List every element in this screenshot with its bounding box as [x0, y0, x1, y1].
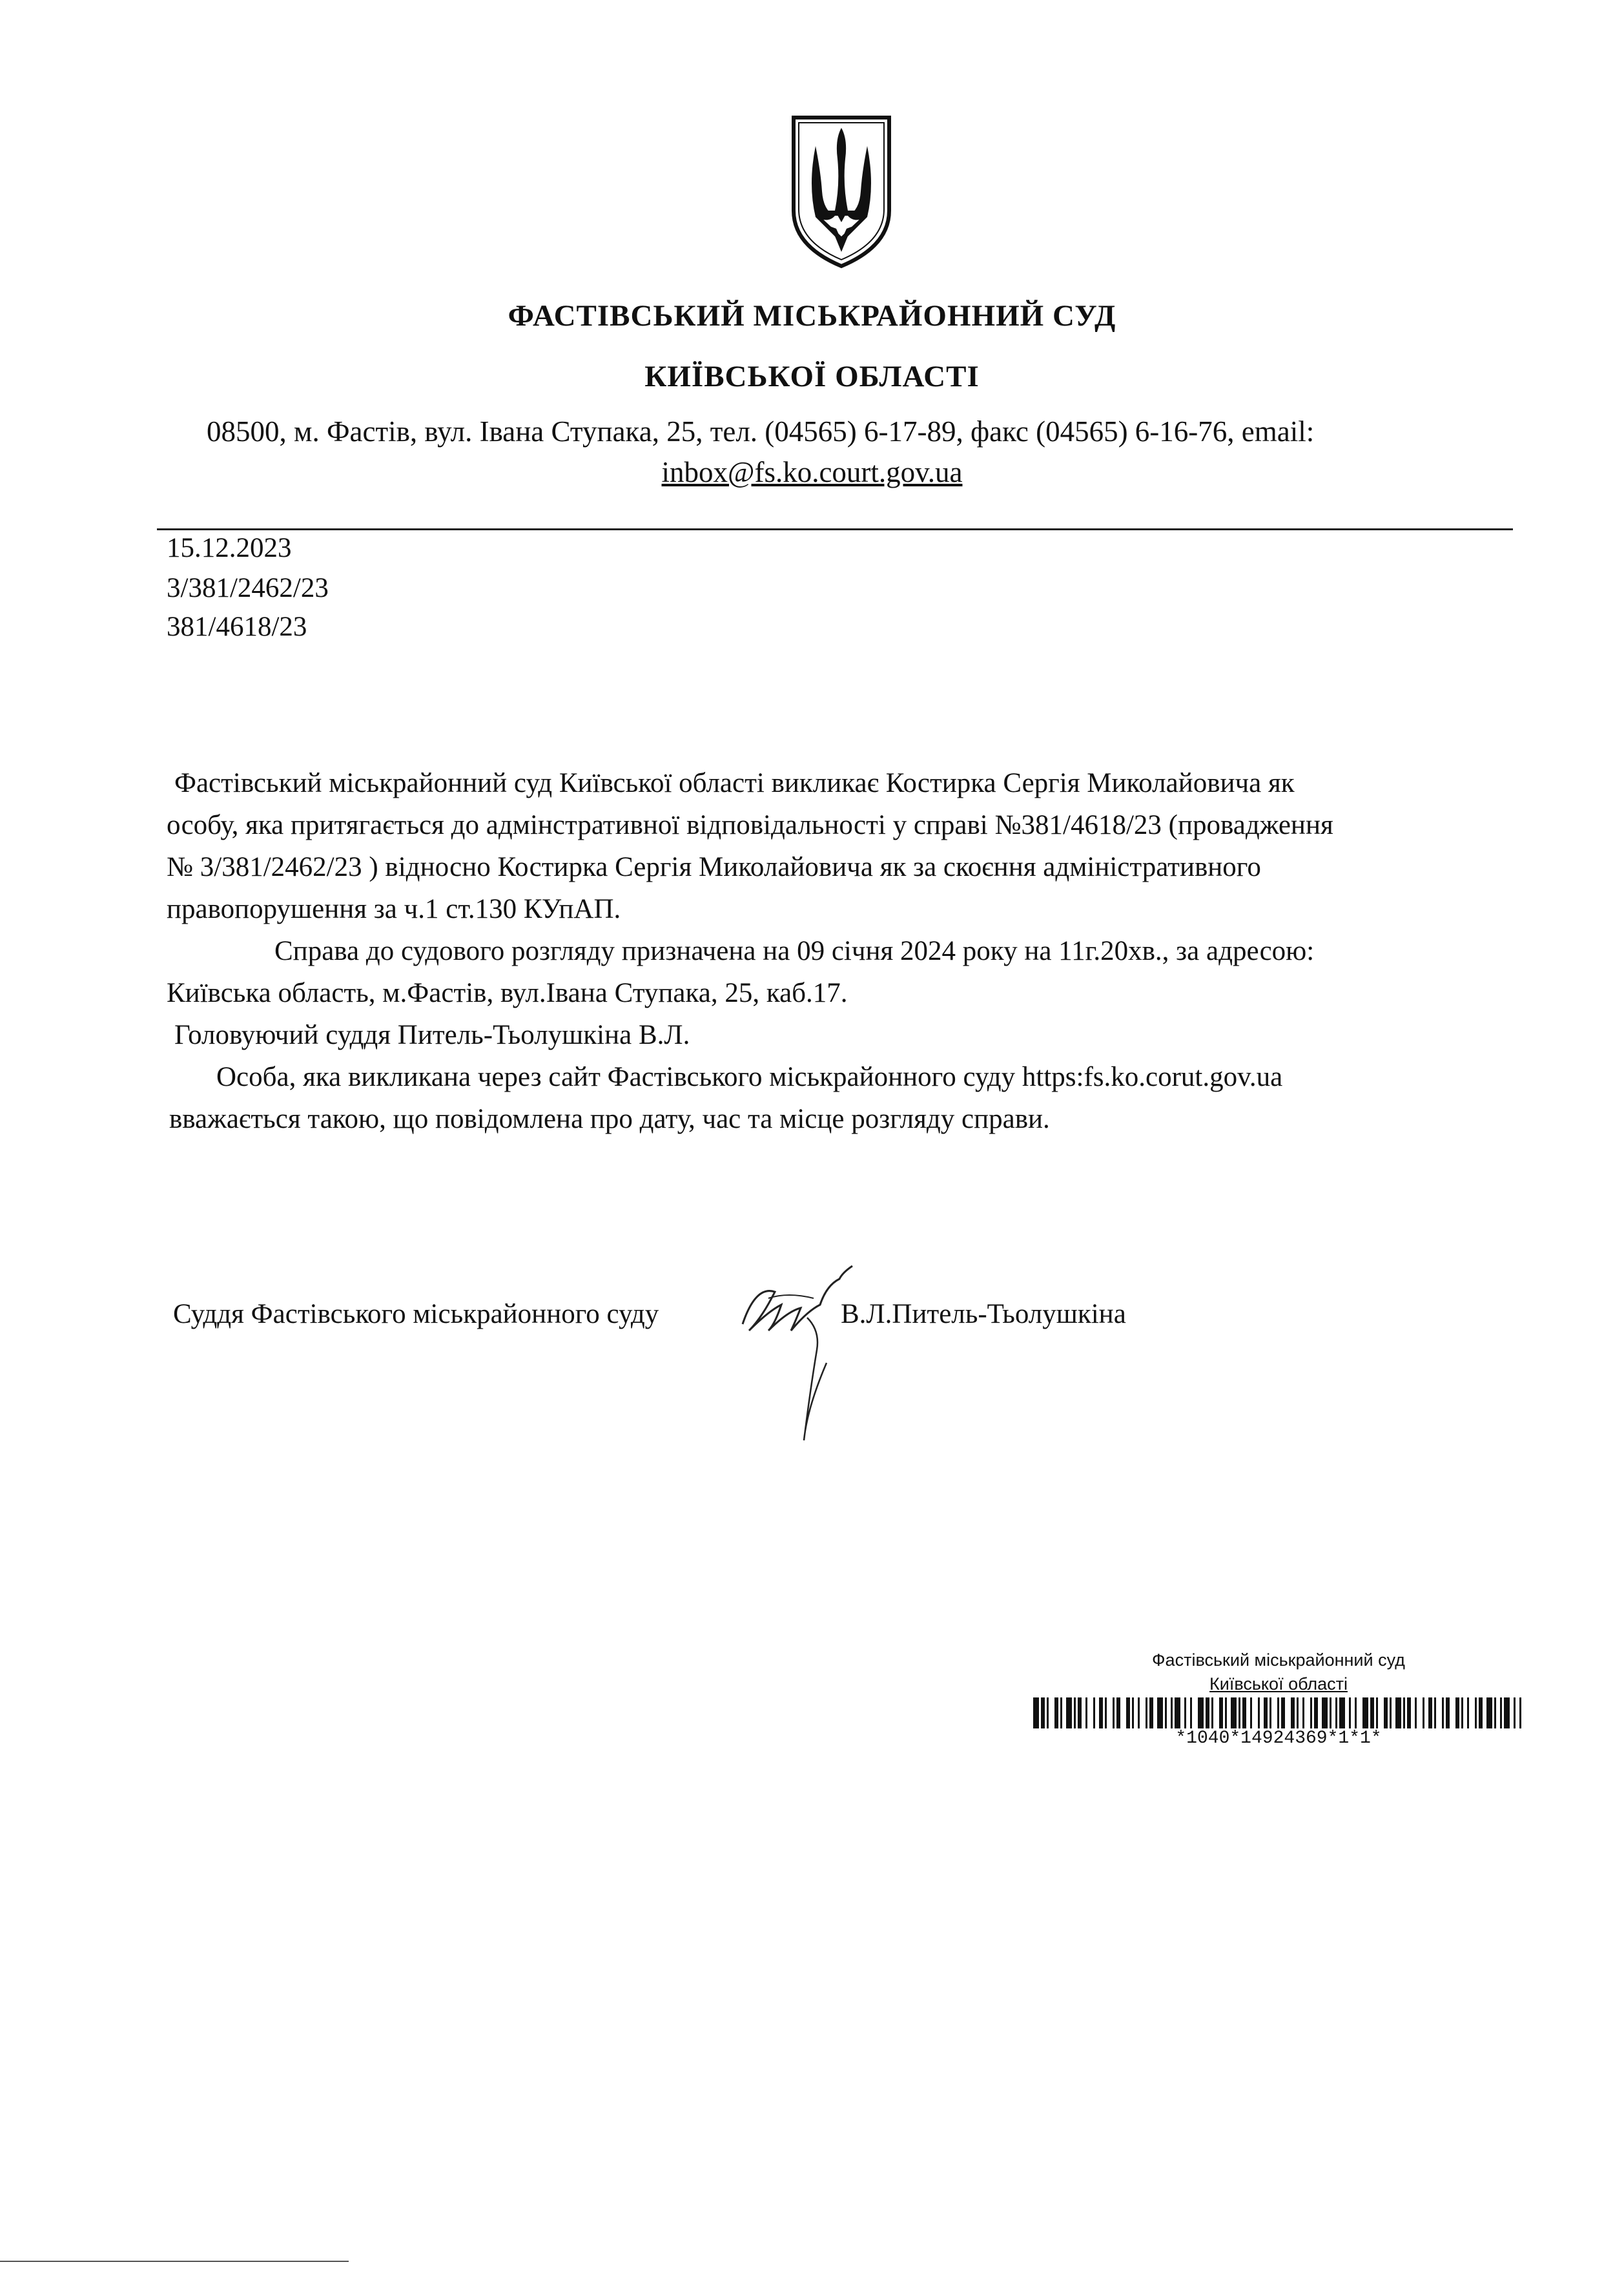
court-name-line2: КИЇВСЬКОЇ ОБЛАСТІ	[644, 360, 980, 393]
paragraph2-line2: Київська область, м.Фастів, вул.Івана Ступака, 25, каб.17.	[167, 978, 848, 1008]
proceeding-number: 3/381/2462/23	[167, 573, 329, 603]
paragraph1-line4: правопорушення за ч.1 ст.130 КУпАП.	[167, 894, 621, 924]
footer-scan-line	[0, 2261, 349, 2262]
coat-of-arms-icon	[789, 114, 894, 269]
court-address: 08500, м. Фастів, вул. Івана Ступака, 25, тел. (04565) 6-17-89, факс (04565) 6-16-76, email:	[207, 415, 1315, 448]
paragraph2-line1: Справа до судового розгляду призначена на 09 січня 2024 року на 11г.20хв., за адресою:	[274, 936, 1315, 966]
barcode-number: *1040*14924369*1*1*	[1175, 1728, 1382, 1748]
paragraph4-line2: вважається такою, що повідомлена про дату, час та місце розгляду справи.	[169, 1104, 1050, 1134]
paragraph1-line2: особу, яка притягається до адмінстративної відповідальності у справі №381/4618/23 (провадження	[167, 810, 1333, 840]
paragraph1-line1: Фастівський міськрайонний суд Київської області викликає Костирка Сергія Миколайовича як	[174, 768, 1295, 798]
presiding-judge: Головуючий суддя Питель-Тьолушкіна В.Л.	[174, 1020, 690, 1050]
signatory-name: В.Л.Питель-Тьолушкіна	[841, 1299, 1126, 1329]
stamp-region: Київської області	[1209, 1674, 1348, 1694]
handwritten-signature	[730, 1247, 898, 1453]
case-number: 381/4618/23	[167, 612, 307, 642]
court-email-line	[0, 455, 1624, 489]
court-email-link[interactable]: inbox@fs.ko.court.gov.ua	[661, 456, 963, 488]
paragraph4-line1: Особа, яка викликана через сайт Фастівського міськрайонного суду https:fs.ko.corut.gov.ua	[216, 1062, 1283, 1092]
court-name-line1: ФАСТІВСЬКИЙ МІСЬКРАЙОННИЙ СУД	[508, 299, 1116, 333]
header-divider	[157, 528, 1513, 530]
barcode	[1033, 1697, 1530, 1728]
stamp-court-name: Фастівський міськрайонний суд	[1152, 1650, 1405, 1670]
signatory-title: Суддя Фастівського міськрайонного суду	[173, 1299, 659, 1329]
document-date: 15.12.2023	[167, 533, 292, 563]
paragraph1-line3: № 3/381/2462/23 ) відносно Костирка Сергія Миколайовича як за скоєння адміністративного	[167, 852, 1261, 882]
